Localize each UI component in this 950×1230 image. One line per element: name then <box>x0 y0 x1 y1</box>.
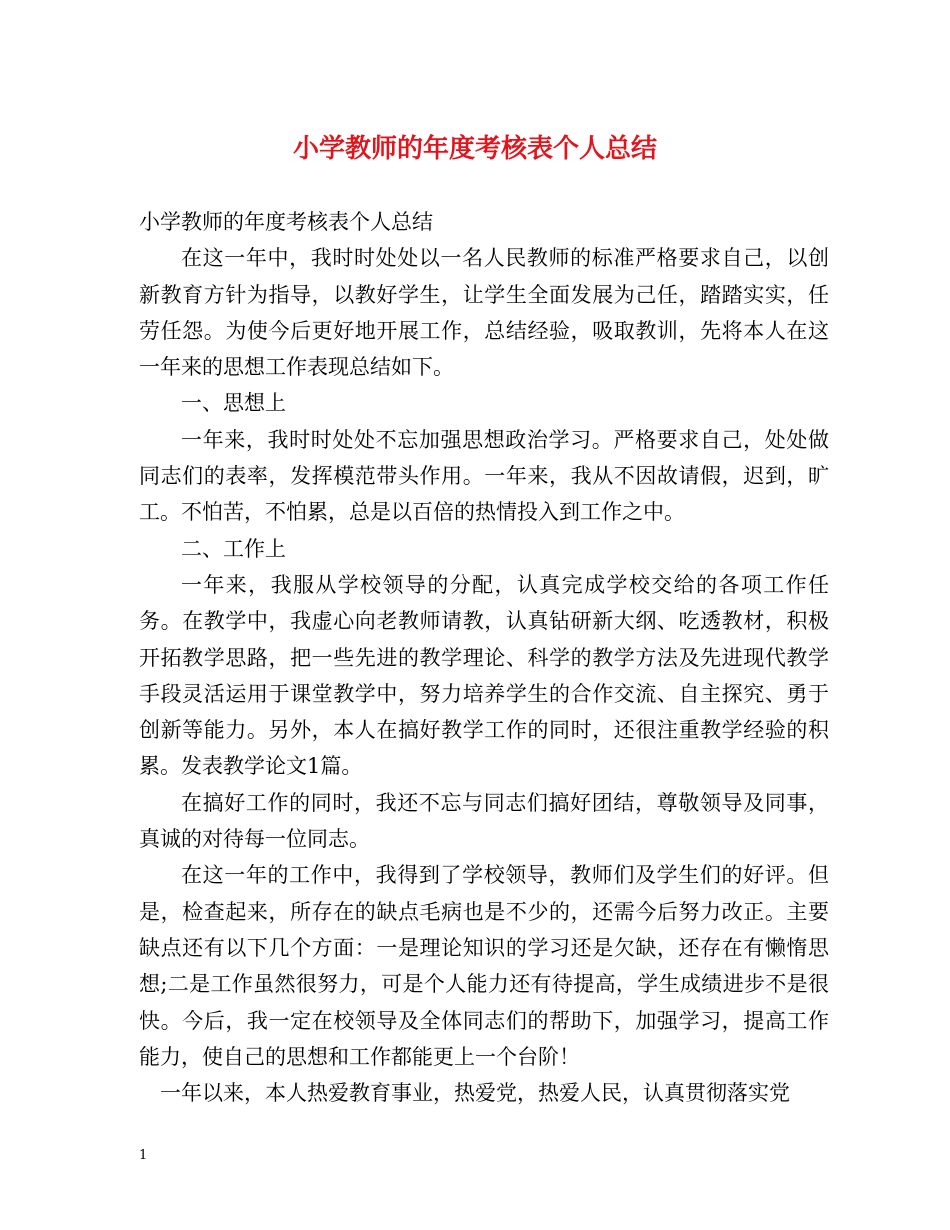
section-heading-thought: 一、思想上 <box>181 391 286 416</box>
paragraph-continued: 一年以来，本人热爱教育事业，热爱党，热爱人民，认真贯彻落实党 <box>160 1081 790 1106</box>
page-number: 1 <box>139 1148 148 1163</box>
paragraph-work: 一年来，我服从学校领导的分配，认真完成学校交给的各项工作任务。在教学中，我虚心向老教师请教，认真钻研新大纲、吃透教材，积极开拓教学思路，把一些先进的教学理论、科学的教学方法及先进现代教学手段灵活运用于课堂教学中，努力培养学生的合作交流、自主探究、勇于创新等能力。另外，本人在搞好教学工作的同时，还很注重教学经验的积累。发表教学论文1篇。 <box>139 572 829 779</box>
document-title: 小学教师的年度考核表个人总结 <box>292 134 657 164</box>
section-heading-work: 二、工作上 <box>181 536 286 561</box>
paragraph-unity: 在搞好工作的同时，我还不忘与同志们搞好团结，尊敬领导及同事，真诚的对待每一位同志。 <box>139 790 829 852</box>
paragraph-thought: 一年来，我时时处处不忘加强思想政治学习。严格要求自己，处处做同志们的表率，发挥模范带头作用。一年来，我从不因故请假，迟到，旷工。不怕苦，不怕累，总是以百倍的热情投入到工作之中。 <box>139 427 829 525</box>
document-body <box>139 204 829 1111</box>
paragraph-heading-repeat: 小学教师的年度考核表个人总结 <box>139 210 433 234</box>
paragraph-review: 在这一年的工作中，我得到了学校领导，教师们及学生们的好评。但是，检查起来，所存在的缺点毛病也是不少的，还需今后努力改正。主要缺点还有以下几个方面：一是理论知识的学习还是欠缺，还存在有懒惰思想;二是工作虽然很努力，可是个人能力还有待提高，学生成绩进步不是很快。今后，我一定在校领导及全体同志们的帮助下，加强学习，提高工作能力，使自己的思想和工作都能更上一个台阶！ <box>139 863 829 1069</box>
paragraph-intro: 在这一年中，我时时处处以一名人民教师的标准严格要求自己，以创新教育方针为指导，以教好学生，让学生全面发展为己任，踏踏实实，任劳任怨。为使今后更好地开展工作，总结经验，吸取教训，先将本人在这一年来的思想工作表现总结如下。 <box>139 246 829 380</box>
